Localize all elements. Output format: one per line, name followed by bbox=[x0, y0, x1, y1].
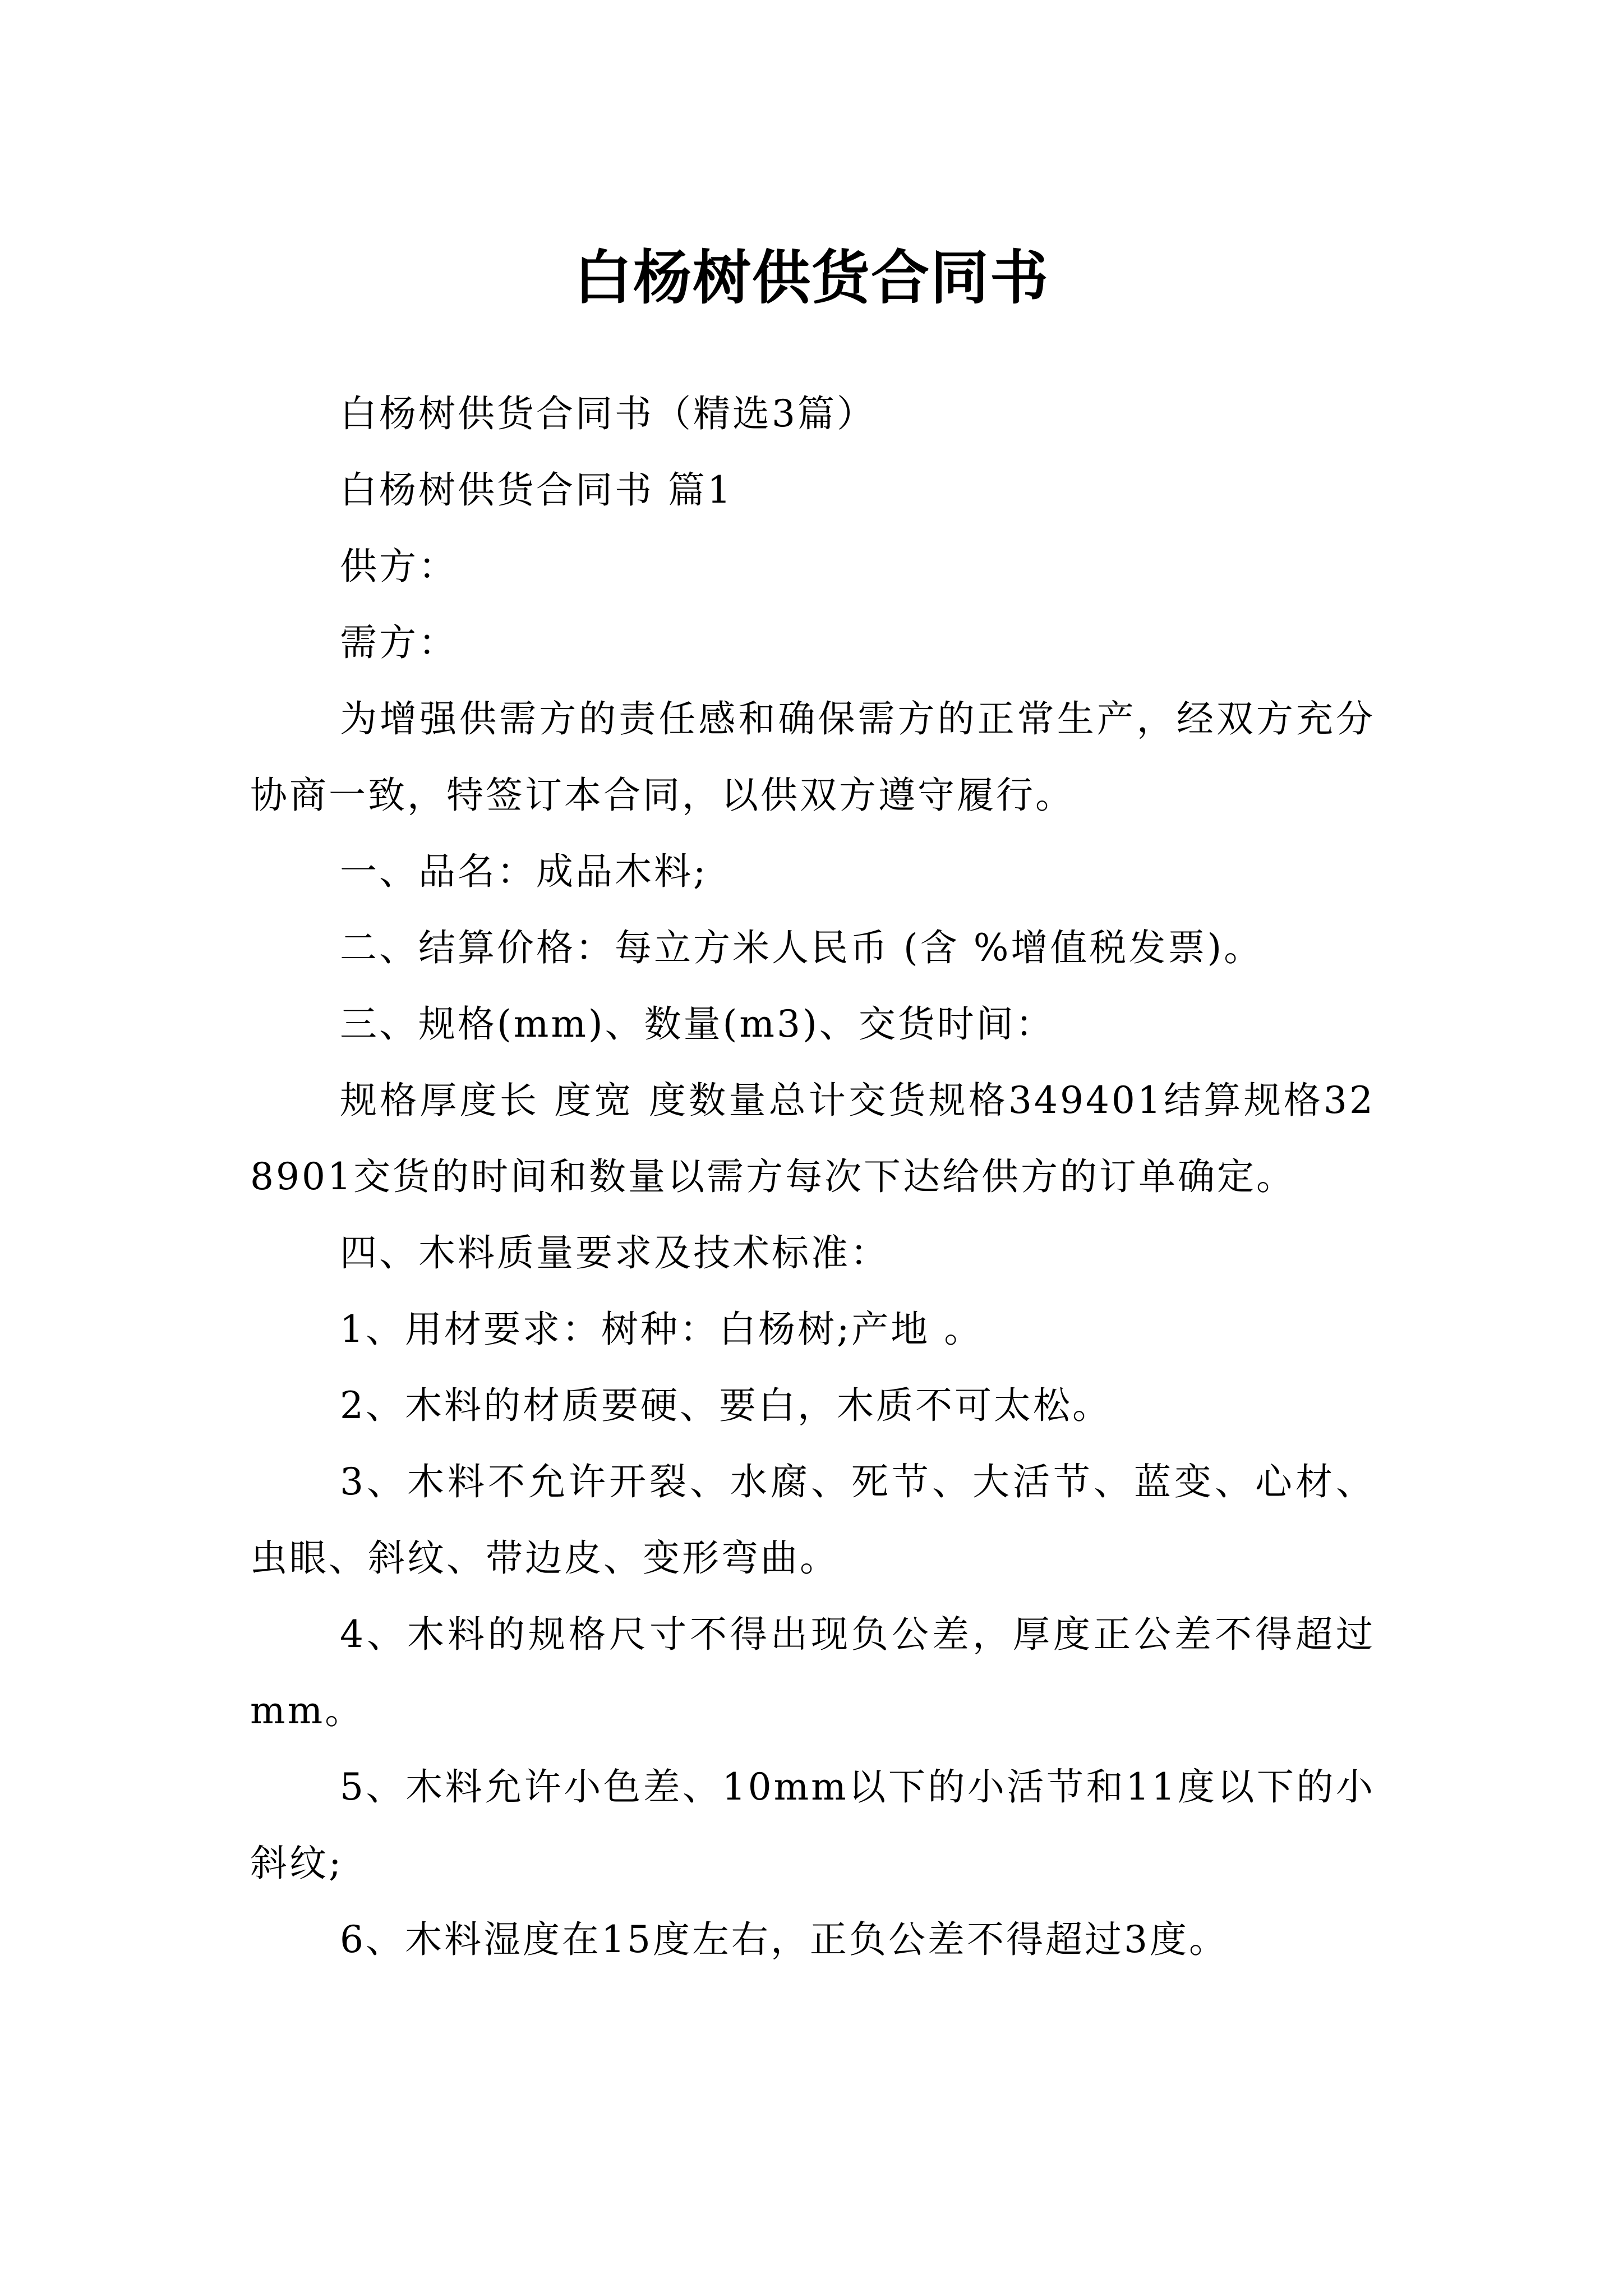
document-body bbox=[250, 376, 1375, 1978]
paragraph-buyer: 需方： bbox=[340, 621, 458, 664]
paragraph-spec-details: 规格厚度长 度宽 度数量总计交货规格349401结算规格328901交货的时间和数量以需方每次下达给供方的订单确定。 bbox=[250, 1079, 1375, 1198]
paragraph-section-heading: 白杨树供货合同书 篇1 bbox=[340, 468, 733, 512]
paragraph-supplier: 供方： bbox=[340, 545, 458, 588]
paragraph-quality-5: 5、木料允许小色差、10mm以下的小活节和11度以下的小斜纹; bbox=[250, 1765, 1375, 1885]
paragraph-quality-4: 4、木料的规格尺寸不得出现负公差，厚度正公差不得超过 mm。 bbox=[250, 1613, 1375, 1732]
paragraph-preamble: 为增强供需方的责任感和确保需方的正常生产，经双方充分协商一致，特签订本合同，以供双方遵守履行。 bbox=[250, 697, 1375, 817]
paragraph-item-name: 一、品名：成品木料; bbox=[340, 850, 708, 893]
paragraph-price: 二、结算价格：每立方米人民币 (含 %增值税发票)。 bbox=[340, 926, 1264, 969]
paragraph-quality-2: 2、木料的材质要硬、要白，木质不可太松。 bbox=[340, 1384, 1112, 1427]
paragraph-subtitle: 白杨树供货合同书（精选3篇） bbox=[340, 392, 876, 435]
paragraph-quality-6: 6、木料湿度在15度左右，正负公差不得超过3度。 bbox=[340, 1918, 1228, 1961]
paragraph-quality-3: 3、木料不允许开裂、水腐、死节、大活节、蓝变、心材、虫眼、斜纹、带边皮、变形弯曲。 bbox=[250, 1460, 1375, 1580]
document-title: 白杨树供货合同书 bbox=[573, 242, 1049, 312]
paragraph-spec-heading: 三、规格(mm)、数量(m3)、交货时间： bbox=[340, 1002, 1055, 1046]
paragraph-quality-1: 1、用材要求：树种：白杨树;产地 。 bbox=[340, 1308, 984, 1351]
paragraph-quality-heading: 四、木料质量要求及技术标准： bbox=[340, 1231, 889, 1274]
